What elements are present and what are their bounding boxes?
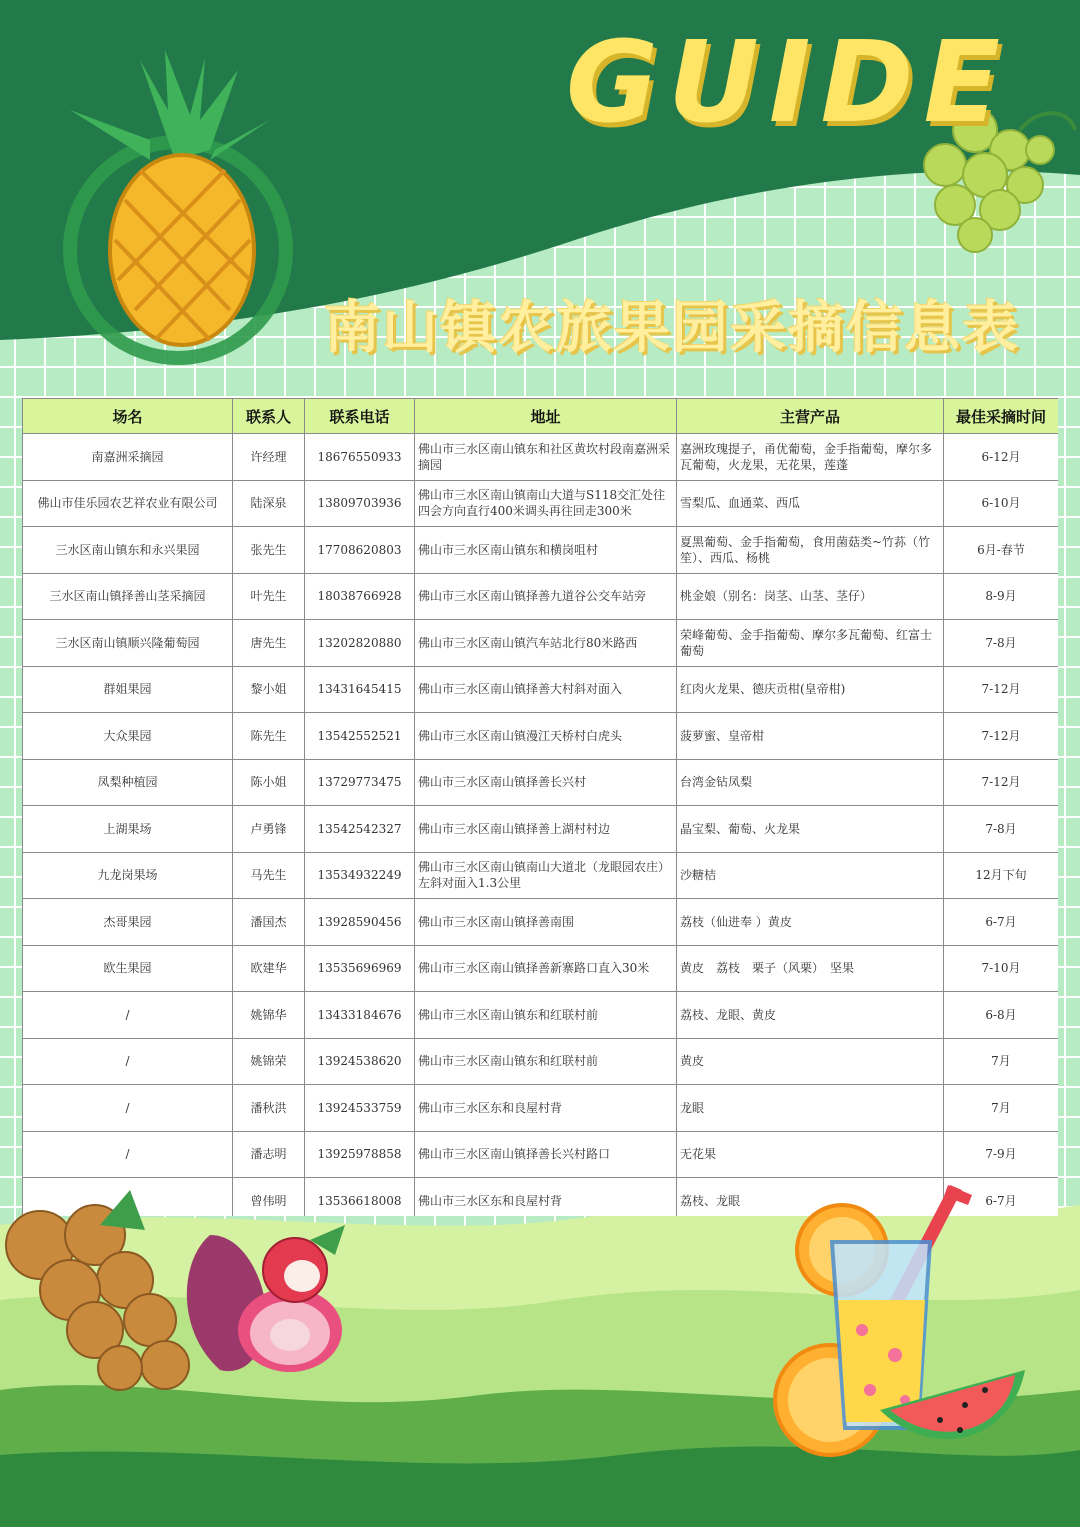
cell-phone: 13542542327	[305, 806, 415, 853]
cell-contact: 唐先生	[233, 620, 305, 667]
cell-phone: 13542552521	[305, 713, 415, 760]
cell-best-time: 7月	[944, 1038, 1059, 1085]
cell-phone: 18038766928	[305, 573, 415, 620]
cell-name: /	[23, 1038, 233, 1085]
cell-address: 佛山市三水区南山镇汽车站北行80米路西	[415, 620, 677, 667]
cell-contact: 陈先生	[233, 713, 305, 760]
cell-products: 红肉火龙果、德庆贡柑(皇帝柑)	[677, 666, 944, 713]
cell-name: 佛山市佳乐园农艺祥农业有限公司	[23, 480, 233, 527]
header-address: 地址	[415, 399, 677, 434]
cell-address: 佛山市三水区南山镇东和红联村前	[415, 992, 677, 1039]
cell-address: 佛山市三水区南山镇择善长兴村路口	[415, 1131, 677, 1178]
cell-address: 佛山市三水区南山镇东和红联村前	[415, 1038, 677, 1085]
cell-best-time: 6月-春节	[944, 527, 1059, 574]
cell-name: 上湖果场	[23, 806, 233, 853]
cell-name: 凤梨种植园	[23, 759, 233, 806]
cell-products: 无花果	[677, 1131, 944, 1178]
cell-phone: 13535696969	[305, 945, 415, 992]
cell-contact: 陆深泉	[233, 480, 305, 527]
cell-best-time: 6-8月	[944, 992, 1059, 1039]
cell-phone: 13536618008	[305, 1178, 415, 1217]
cell-products: 嘉洲玫瑰提子，甬优葡萄，金手指葡萄，摩尔多瓦葡萄，火龙果，无花果，莲蓬	[677, 434, 944, 481]
cell-address: 佛山市三水区南山镇择善长兴村	[415, 759, 677, 806]
page-title: 南山镇农旅果园采摘信息表	[324, 296, 1020, 361]
cell-name: 三水区南山镇东和永兴果园	[23, 527, 233, 574]
cell-phone: 13924538620	[305, 1038, 415, 1085]
cell-products: 台湾金钻凤梨	[677, 759, 944, 806]
cell-name: 杰哥果园	[23, 899, 233, 946]
cell-products: 荔枝、龙眼、黄皮	[677, 992, 944, 1039]
cell-name: 欧生果园	[23, 945, 233, 992]
cell-address: 佛山市三水区东和良屋村背	[415, 1178, 677, 1217]
cell-phone: 17708620803	[305, 527, 415, 574]
cell-name: 群姐果园	[23, 666, 233, 713]
cell-contact: 陈小姐	[233, 759, 305, 806]
cell-address: 佛山市三水区南山镇南山大道北（龙眼园农庄）左斜对面入1.3公里	[415, 852, 677, 899]
cell-phone: 13433184676	[305, 992, 415, 1039]
cell-best-time: 7-8月	[944, 620, 1059, 667]
cell-address: 佛山市三水区南山镇择善新寨路口直入30米	[415, 945, 677, 992]
cell-products: 黄皮	[677, 1038, 944, 1085]
cell-best-time: 6-10月	[944, 480, 1059, 527]
cell-address: 佛山市三水区东和良屋村背	[415, 1085, 677, 1132]
cell-best-time: 7月	[944, 1085, 1059, 1132]
cell-address: 佛山市三水区南山镇择善南围	[415, 899, 677, 946]
cell-phone: 13924533759	[305, 1085, 415, 1132]
cell-name: 三水区南山镇顺兴隆葡萄园	[23, 620, 233, 667]
cell-name: 大众果园	[23, 713, 233, 760]
cell-name: 三水区南山镇择善山茎采摘园	[23, 573, 233, 620]
cell-address: 佛山市三水区南山镇择善九道谷公交车站旁	[415, 573, 677, 620]
cell-contact: 许经理	[233, 434, 305, 481]
cell-contact: 姚锦荣	[233, 1038, 305, 1085]
cell-best-time: 7-12月	[944, 759, 1059, 806]
cell-address: 佛山市三水区南山镇南山大道与S118交汇处往四会方向直行400米调头再往回走300米	[415, 480, 677, 527]
cell-phone: 13928590456	[305, 899, 415, 946]
cell-best-time: 12月下旬	[944, 852, 1059, 899]
cell-contact: 张先生	[233, 527, 305, 574]
cell-address: 佛山市三水区南山镇漫江天桥村白虎头	[415, 713, 677, 760]
cell-address: 佛山市三水区南山镇东和社区黄坎村段南嘉洲采摘园	[415, 434, 677, 481]
cell-products: 沙糖桔	[677, 852, 944, 899]
cell-contact: 曾伟明	[233, 1178, 305, 1217]
cell-best-time: 8-9月	[944, 573, 1059, 620]
cell-best-time: 6-7月	[944, 1178, 1059, 1217]
cell-best-time: 7-12月	[944, 713, 1059, 760]
cell-contact: 黎小姐	[233, 666, 305, 713]
cell-name: /	[23, 1085, 233, 1132]
cell-phone: 13729773475	[305, 759, 415, 806]
cell-contact: 姚锦华	[233, 992, 305, 1039]
cell-products: 菠萝蜜、皇帝柑	[677, 713, 944, 760]
cell-best-time: 7-12月	[944, 666, 1059, 713]
cell-phone: 13202820880	[305, 620, 415, 667]
cell-phone: 13809703936	[305, 480, 415, 527]
cell-contact: 欧建华	[233, 945, 305, 992]
cell-contact: 叶先生	[233, 573, 305, 620]
cell-best-time: 7-9月	[944, 1131, 1059, 1178]
cell-contact: 潘秋洪	[233, 1085, 305, 1132]
cell-products: 荔枝、龙眼	[677, 1178, 944, 1217]
header-best-time: 最佳采摘时间	[944, 399, 1059, 434]
cell-address: 佛山市三水区南山镇择善大村斜对面入	[415, 666, 677, 713]
cell-name: /	[23, 1131, 233, 1178]
header-phone: 联系电话	[305, 399, 415, 434]
cell-contact: 潘国杰	[233, 899, 305, 946]
cell-contact: 马先生	[233, 852, 305, 899]
cell-best-time: 7-8月	[944, 806, 1059, 853]
cell-contact: 潘志明	[233, 1131, 305, 1178]
cell-products: 晶宝梨、葡萄、火龙果	[677, 806, 944, 853]
cell-phone: 18676550933	[305, 434, 415, 481]
header-products: 主营产品	[677, 399, 944, 434]
cell-products: 雪梨瓜、血通菜、西瓜	[677, 480, 944, 527]
cell-products: 荣峰葡萄、金手指葡萄、摩尔多瓦葡萄、红富士葡萄	[677, 620, 944, 667]
cell-name: /	[23, 992, 233, 1039]
cell-address: 佛山市三水区南山镇择善上湖村村边	[415, 806, 677, 853]
guide-heading: GUIDE	[565, 18, 1010, 148]
header-contact: 联系人	[233, 399, 305, 434]
cell-name: 南嘉洲采摘园	[23, 434, 233, 481]
cell-phone: 13431645415	[305, 666, 415, 713]
cell-products: 荔枝（仙进奉 ）黄皮	[677, 899, 944, 946]
cell-products: 龙眼	[677, 1085, 944, 1132]
cell-products: 桃金娘（别名：岗茎、山茎、茎仔）	[677, 573, 944, 620]
cell-best-time: 7-10月	[944, 945, 1059, 992]
cell-phone: 13534932249	[305, 852, 415, 899]
cell-phone: 13925978858	[305, 1131, 415, 1178]
header-name: 场名	[23, 399, 233, 434]
cell-best-time: 6-12月	[944, 434, 1059, 481]
cell-address: 佛山市三水区南山镇东和横岗咀村	[415, 527, 677, 574]
cell-name: 九龙岗果场	[23, 852, 233, 899]
cell-products: 夏黑葡萄、金手指葡萄，食用菌菇类~竹荪（竹笙）、西瓜、杨桃	[677, 527, 944, 574]
cell-best-time: 6-7月	[944, 899, 1059, 946]
cell-contact: 卢勇锋	[233, 806, 305, 853]
cell-products: 黄皮 荔枝 栗子（风栗） 坚果	[677, 945, 944, 992]
